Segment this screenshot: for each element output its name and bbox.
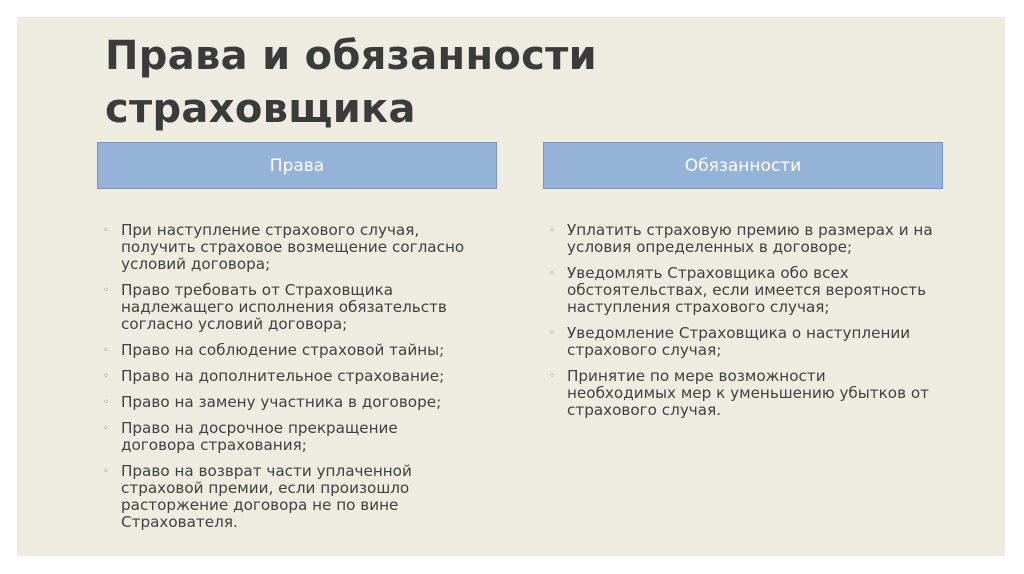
bullet-icon: ◦ xyxy=(103,466,109,477)
list-item-text: При наступление страхового случая, получить страховое возмещение согласно условий договора; xyxy=(121,221,465,273)
list-item-text: Право требовать от Страховщика надлежащего исполнения обязательств согласно условий договора; xyxy=(121,281,447,333)
list-item xyxy=(103,368,468,385)
list-item-text: Право на замену участника в договоре; xyxy=(121,393,442,411)
list-item xyxy=(103,222,468,273)
slide-title-line-1: Права и обязанности xyxy=(105,33,597,79)
list-item xyxy=(103,463,468,531)
bullet-icon: ◦ xyxy=(103,423,109,434)
list-item-text: Право на досрочное прекращение договора страхования; xyxy=(121,419,398,454)
list-item xyxy=(549,222,934,256)
list-item xyxy=(103,394,468,411)
slide-title-line-2: страховщика xyxy=(105,86,416,132)
slide-title xyxy=(105,30,925,136)
list-item-text: Уплатить страховую премию в размерах и на условия определенных в договоре; xyxy=(567,221,933,256)
bullet-icon: ◦ xyxy=(549,328,555,339)
list-item xyxy=(549,368,934,419)
duties-list xyxy=(549,222,934,428)
bullet-icon: ◦ xyxy=(549,371,555,382)
list-item-text: Уведомлять Страховщика обо всех обстоятельствах, если имеется вероятность наступления страхового случая; xyxy=(567,264,927,316)
list-item xyxy=(103,282,468,333)
list-item-text: Принятие по мере возможности необходимых мер к уменьшению убытков от страхового случая. xyxy=(567,367,930,419)
slide xyxy=(17,17,1005,556)
list-item xyxy=(103,420,468,454)
duties-column-header xyxy=(543,142,943,189)
bullet-icon: ◦ xyxy=(103,345,109,356)
bullet-icon: ◦ xyxy=(103,225,109,236)
list-item xyxy=(549,265,934,316)
list-item-text: Право на соблюдение страховой тайны; xyxy=(121,341,445,359)
list-item-text: Уведомление Страховщика о наступлении страхового случая; xyxy=(567,324,911,359)
duties-header-label: Обязанности xyxy=(684,155,802,176)
bullet-icon: ◦ xyxy=(103,397,109,408)
list-item xyxy=(103,342,468,359)
list-item xyxy=(549,325,934,359)
rights-column-header xyxy=(97,142,497,189)
bullet-icon: ◦ xyxy=(103,285,109,296)
bullet-icon: ◦ xyxy=(103,371,109,382)
rights-list xyxy=(103,222,468,540)
bullet-icon: ◦ xyxy=(549,225,555,236)
rights-header-label: Права xyxy=(269,155,325,176)
list-item-text: Право на возврат части уплаченной страховой премии, если произошло расторжение договора не по вине Страхователя. xyxy=(121,462,412,531)
bullet-icon: ◦ xyxy=(549,268,555,279)
list-item-text: Право на дополнительное страхование; xyxy=(121,367,445,385)
